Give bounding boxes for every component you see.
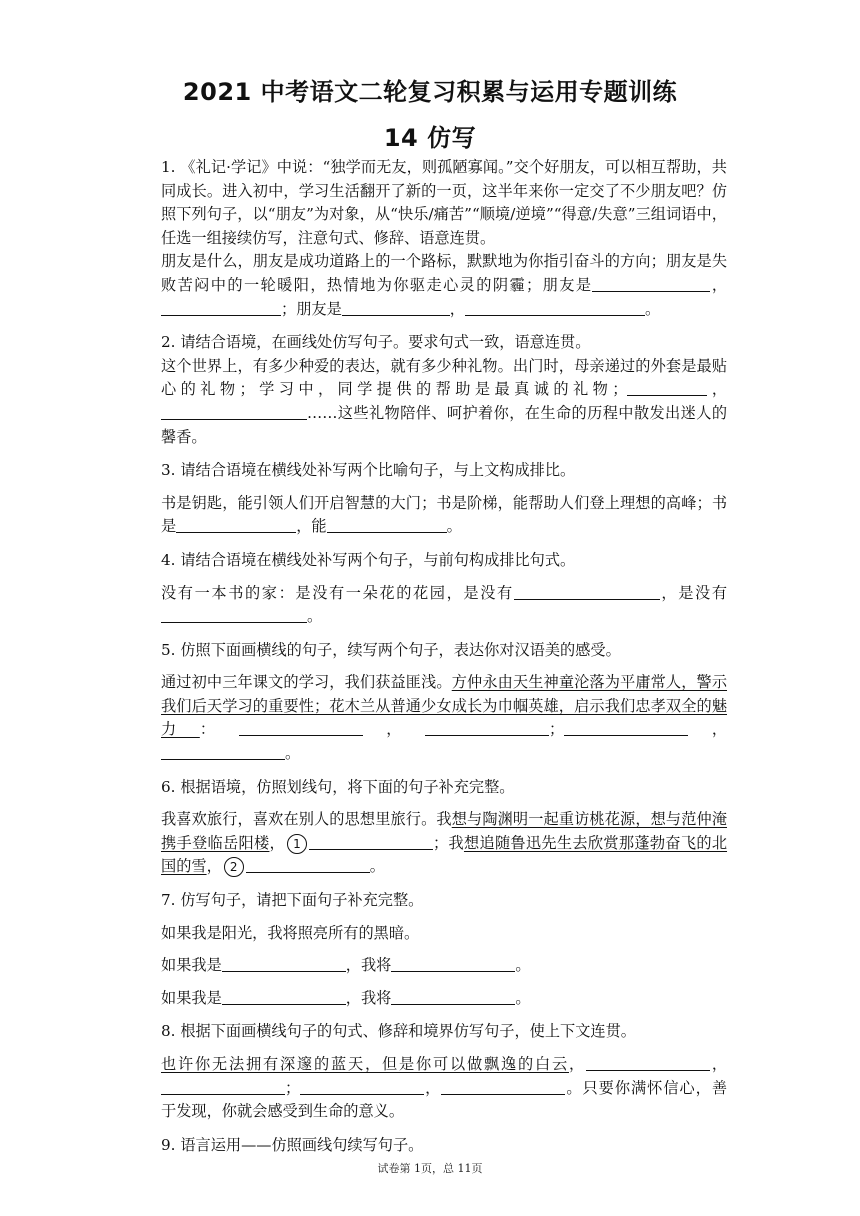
q8-end: 。只要你满怀信心，善于发现，你就会感受到生命的意义。: [161, 1078, 728, 1121]
q5-end: 。: [285, 744, 301, 763]
question-3-prompt: 3. 请结合语境在横线处补写两个比喻句子，与上文构成排比。: [161, 461, 576, 480]
q2-end: ……这些礼物陪伴、呵护着你，在生命的历程中散发出迷人的馨香。: [161, 403, 727, 446]
answer-blank[interactable]: [391, 990, 515, 1005]
answer-blank[interactable]: [161, 405, 307, 420]
question-4-body: [161, 582, 727, 629]
page-subtitle: 14 仿写: [383, 124, 477, 152]
q4-sep: ，是没有: [659, 583, 728, 602]
answer-blank[interactable]: [161, 1080, 285, 1095]
q7-text: 。: [515, 956, 531, 975]
question-6-body: [161, 808, 727, 879]
answer-blank[interactable]: [161, 745, 285, 760]
q6-text-mid: ；我: [432, 833, 464, 852]
answer-blank[interactable]: [465, 301, 645, 316]
q5-text: 通过初中三年课文的学习，我们获益匪浅。: [161, 673, 452, 692]
q1-text: 朋友是什么，朋友是成功道路上的一个路标，默默地为你指引奋斗的方向；朋友是失败苦闷中的一轮暖阳，热情地为你驱走心灵的阴霾；朋友是: [161, 252, 727, 294]
answer-blank[interactable]: [425, 721, 549, 736]
q8-sep: ；: [285, 1078, 301, 1097]
question-5-body: [161, 671, 727, 765]
q5-sep: ：: [199, 720, 239, 739]
answer-blank[interactable]: [161, 301, 281, 316]
underlined-model-sentence: 想与陶渊明一起重访桃花源，想与范仲淹携手登临岳阳楼: [161, 810, 728, 852]
answer-blank[interactable]: [309, 835, 433, 850]
circled-number-1: 1: [287, 834, 307, 854]
question-7-line-1: [161, 954, 727, 978]
q1-sep: ，: [710, 275, 728, 294]
page-title: 2021 中考语文二轮复习积累与运用专题训练: [182, 78, 678, 106]
q4-text: 没有一本书的家：是没有一朵花的花园，是没有: [161, 583, 514, 602]
answer-blank[interactable]: [592, 277, 710, 292]
question-list: [161, 156, 727, 1157]
q7-text: 。: [515, 988, 531, 1007]
q2-sep: ，: [707, 380, 728, 399]
page-footer: 试卷第 1页，总 11页: [377, 1162, 483, 1175]
circled-number-2: 2: [224, 857, 244, 877]
question-2-body: [161, 355, 727, 449]
answer-blank[interactable]: [246, 858, 370, 873]
q7-text: 如果我是: [161, 956, 222, 975]
q6-end: 。: [369, 857, 385, 876]
q5-sep: ，: [688, 720, 728, 739]
q7-text: ，我将: [345, 988, 392, 1007]
q8-sep: ，: [569, 1055, 586, 1073]
question-6-prompt: 6. 根据语境，仿照划线句，将下面的句子补充完整。: [161, 777, 515, 796]
underlined-model-sentence: 想追随鲁迅先生去欣赏那蓬勃奋飞的北国的雪: [161, 833, 728, 876]
question-1-prompt: 1. 《礼记·学记》中说：“独学而无友，则孤陋寡闻。”交个好朋友，可以相互帮助，共同成长。进入初中，学习生活翻开了新的一页，这半年来你一定交了不少朋友吧？仿照下列句子，以“朋友”为对象，从“快乐/痛苦”“顺境/逆境”“得意/失意”三组词语中，任选一组接续仿写，注意句式、修辞、语意连贯。: [161, 158, 727, 247]
q6-sep: ，: [269, 833, 285, 852]
q1-sep: ；朋友是: [281, 299, 342, 318]
q1-end: 。: [644, 299, 661, 318]
answer-blank[interactable]: [441, 1080, 565, 1095]
q8-sep: ，: [710, 1055, 727, 1073]
answer-blank[interactable]: [239, 721, 363, 736]
q5-sep: ，: [362, 720, 426, 739]
q6-sep: ，: [206, 857, 222, 876]
answer-blank[interactable]: [391, 957, 515, 972]
q1-sep: ，: [449, 299, 465, 318]
question-7-example: 如果我是阳光，我将照亮所有的黑暗。: [161, 923, 420, 942]
question-2-prompt: 2. 请结合语境，在画线处仿写句子。要求句式一致，语意连贯。: [161, 333, 591, 352]
answer-blank[interactable]: [564, 721, 688, 736]
question-8-prompt: 8. 根据下面画横线句子的句式、修辞和境界仿写句子，使上下文连贯。: [161, 1022, 636, 1041]
question-7-line-2: [161, 987, 727, 1011]
question-9-prompt: 9. 语言运用——仿照画线句续写句子。: [161, 1135, 424, 1154]
answer-blank[interactable]: [300, 1080, 424, 1095]
answer-blank[interactable]: [176, 518, 296, 533]
answer-blank[interactable]: [586, 1056, 710, 1071]
question-7-prompt: 7. 仿写句子，请把下面句子补充完整。: [161, 891, 424, 910]
underlined-model-sentence: 也许你无法拥有深邃的蓝天，但是你可以做飘逸的白云: [161, 1055, 569, 1073]
question-4-prompt: 4. 请结合语境在横线处补写两个句子，与前句构成排比句式。: [161, 550, 576, 569]
question-3-body: [161, 492, 727, 539]
q3-end: 。: [446, 517, 462, 536]
answer-blank[interactable]: [514, 585, 660, 600]
answer-blank[interactable]: [342, 301, 450, 316]
q8-sep: ，: [424, 1078, 442, 1097]
question-5-prompt: 5. 仿照下面画横线的句子，续写两个句子，表达你对汉语美的感受。: [161, 640, 621, 659]
question-1-body: [161, 250, 727, 321]
question-8-body: [161, 1053, 727, 1124]
q2-text: 这个世界上，有多少种爱的表达，就有多少种礼物。出门时，母亲递过的外套是最贴心的礼物；学习中，同学提供的帮助是最真诚的礼物；: [161, 356, 727, 399]
q7-text: 如果我是: [161, 988, 222, 1007]
q7-text: ，我将: [345, 956, 392, 975]
q6-text: 我喜欢旅行，喜欢在别人的思想里旅行。我: [161, 810, 452, 829]
q5-sep: ；: [549, 720, 565, 739]
q3-sep: ，能: [296, 517, 327, 536]
q3-text: 书是钥匙，能引领人们开启智慧的大门；书是阶梯，能帮助人们登上理想的高峰；书是: [161, 493, 727, 536]
q4-end: 。: [307, 607, 323, 626]
answer-blank[interactable]: [222, 957, 346, 972]
answer-blank[interactable]: [222, 990, 346, 1005]
answer-blank[interactable]: [627, 381, 707, 396]
answer-blank[interactable]: [327, 518, 447, 533]
underlined-model-sentence: 方仲永由天生神童沦落为平庸常人，警示我们后天学习的重要性；花木兰从普通少女成长为巾帼英雄，启示我们忠孝双全的魅力: [161, 673, 728, 739]
answer-blank[interactable]: [161, 608, 307, 623]
